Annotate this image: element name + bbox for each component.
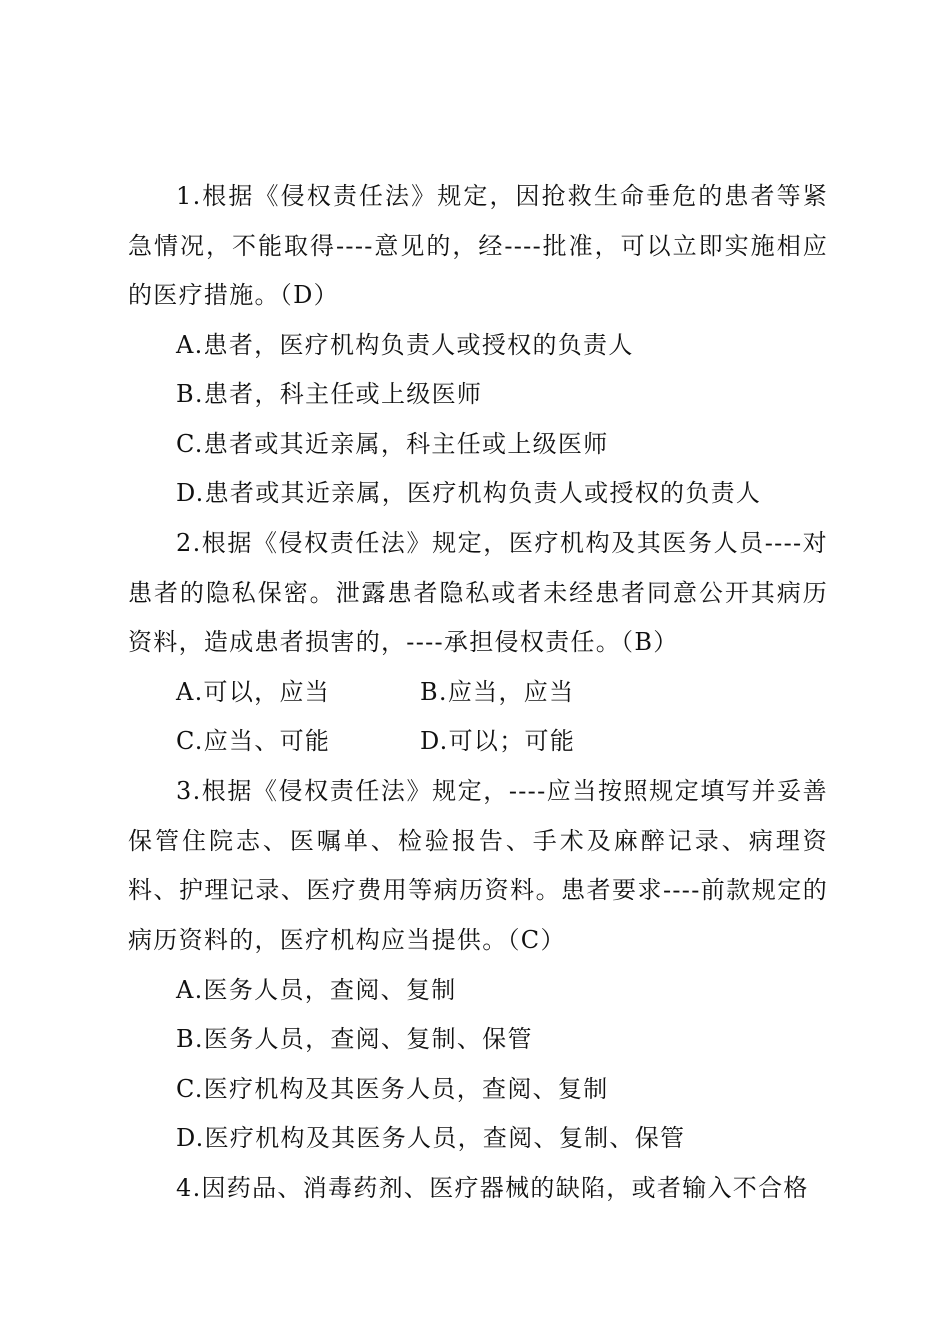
- question-1-option-a: A.患者，医疗机构负责人或授权的负责人: [176, 331, 634, 359]
- question-3-stem: 3.根据《侵权责任法》规定，----应当按照规定填写并妥善保管住院志、医嘱单、检验报告、手术及麻醉记录、病理资料、护理记录、医疗费用等病历资料。患者要求----前款规定的病历资料的，医疗机构应当提供。（C）: [128, 777, 828, 954]
- question-1-stem: 1.根据《侵权责任法》规定，因抢救生命垂危的患者等紧急情况，不能取得----意见的，经----批准，可以立即实施相应的医疗措施。（D）: [128, 182, 828, 309]
- question-2-option-d: D.可以；可能: [420, 727, 576, 755]
- question-2-option-c: C.应当、可能: [176, 727, 331, 755]
- question-3-option-d: D.医疗机构及其医务人员，查阅、复制、保管: [176, 1124, 686, 1152]
- question-1-option-b: B.患者，科主任或上级医师: [176, 380, 483, 408]
- question-2-stem: 2.根据《侵权责任法》规定，医疗机构及其医务人员----对患者的隐私保密。泄露患者隐私或者未经患者同意公开其病历资料，造成患者损害的，----承担侵权责任。（B）: [128, 529, 828, 656]
- question-3-option-c: C.医疗机构及其医务人员，查阅、复制: [176, 1075, 609, 1103]
- question-1-option-c: C.患者或其近亲属，科主任或上级医师: [176, 430, 609, 458]
- question-3-option-a: A.医务人员，查阅、复制: [176, 976, 457, 1004]
- question-2-option-a: A.可以，应当: [176, 678, 331, 706]
- question-4-stem: 4.因药品、消毒药剂、医疗器械的缺陷，或者输入不合格: [176, 1174, 809, 1202]
- question-3-option-b: B.医务人员，查阅、复制、保管: [176, 1025, 533, 1053]
- question-1-option-d: D.患者或其近亲属，医疗机构负责人或授权的负责人: [176, 479, 762, 507]
- question-2-option-b: B.应当，应当: [420, 678, 575, 706]
